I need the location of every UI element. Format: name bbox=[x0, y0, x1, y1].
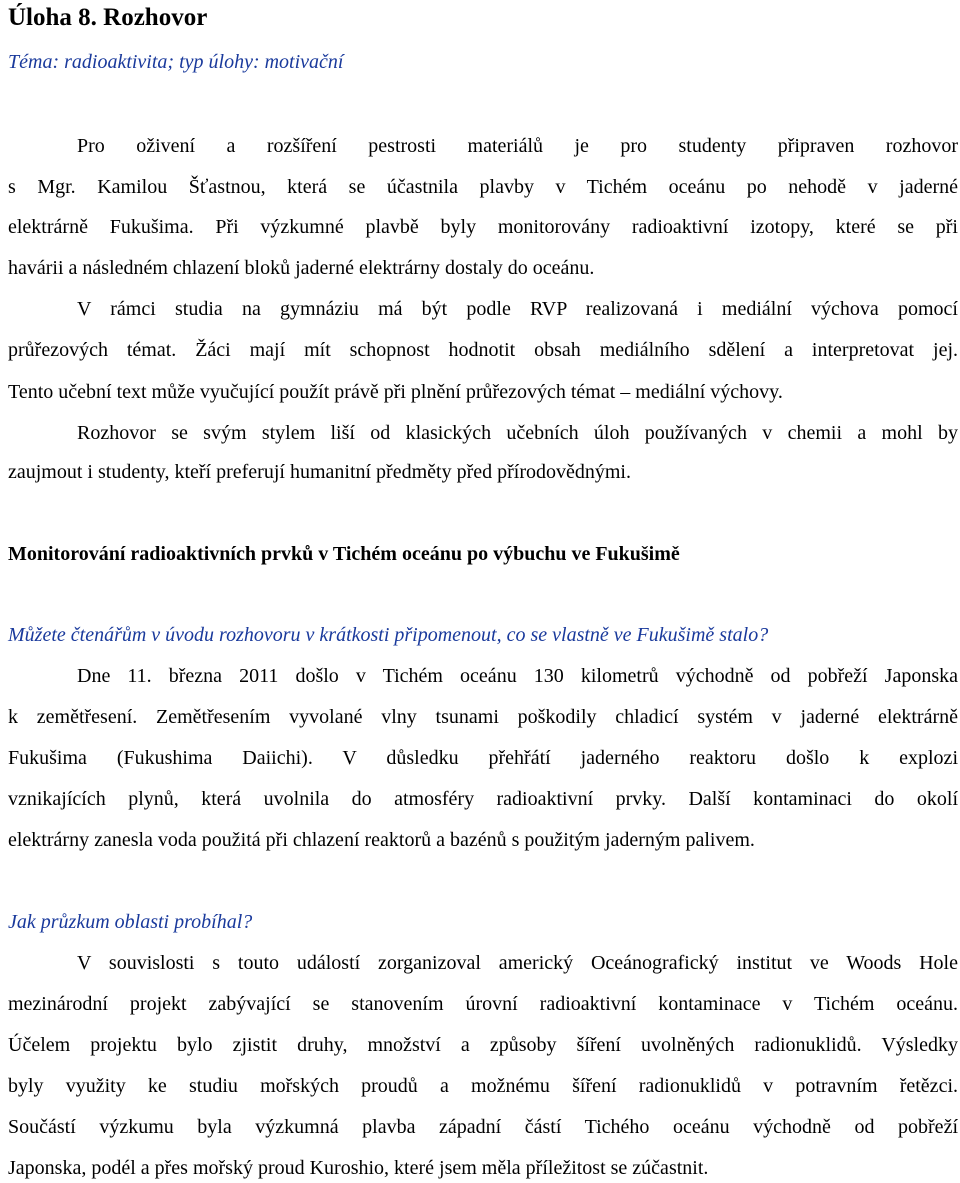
answer-1-line: Dne 11. března 2011 došlo v Tichém oceánu 130 kilometrů východně od pobřeží Japonska bbox=[77, 665, 958, 687]
document-subtitle: Téma: radioaktivita; typ úlohy: motivační bbox=[8, 51, 344, 73]
answer-2-line: Součástí výzkumu byla výzkumná plavba západní částí Tichého oceánu východně od pobřeží bbox=[8, 1116, 958, 1138]
interview-question: Jak průzkum oblasti probíhal? bbox=[8, 911, 253, 933]
answer-1-line: elektrárny zanesla voda použitá při chlazení reaktorů a bazénů s použitým jaderným palivem. bbox=[8, 829, 755, 851]
intro-p3-line: zaujmout i studenty, kteří preferují humanitní předměty před přírodovědnými. bbox=[8, 461, 631, 483]
answer-1-line: k zemětřesení. Zemětřesením vyvolané vlny tsunami poškodily chladicí systém v jaderné elektrárně bbox=[8, 706, 958, 728]
answer-2-line: Účelem projektu bylo zjistit druhy, množství a způsoby šíření uvolněných radionuklidů. Výsledky bbox=[8, 1034, 958, 1056]
answer-2-line: mezinárodní projekt zabývající se stanovením úrovní radioaktivní kontaminace v Tichém oceánu. bbox=[8, 993, 958, 1015]
answer-2-line: byly využity ke studiu mořských proudů a možnému šíření radionuklidů v potravním řetězci. bbox=[8, 1075, 958, 1097]
intro-p1-line: elektrárně Fukušima. Při výzkumné plavbě byly monitorovány radioaktivní izotopy, které se při bbox=[8, 216, 958, 238]
intro-p2-line: průřezových témat. Žáci mají mít schopnost hodnotit obsah mediálního sdělení a interpretovat jej. bbox=[8, 339, 958, 361]
document-title: Úloha 8. Rozhovor bbox=[8, 4, 208, 31]
interview-question: Můžete čtenářům v úvodu rozhovoru v krátkosti připomenout, co se vlastně ve Fukušimě stalo? bbox=[8, 624, 769, 646]
intro-p1-line: s Mgr. Kamilou Šťastnou, která se účastnila plavby v Tichém oceánu po nehodě v jaderné bbox=[8, 176, 958, 198]
intro-p1-line: Pro oživení a rozšíření pestrosti materiálů je pro studenty připraven rozhovor bbox=[77, 135, 958, 157]
answer-1-line: Fukušima (Fukushima Daiichi). V důsledku přehřátí jaderného reaktoru došlo k explozi bbox=[8, 747, 958, 769]
intro-p2-line: V rámci studia na gymnáziu má být podle RVP realizovaná i mediální výchova pomocí bbox=[77, 298, 958, 320]
answer-1-line: vznikajících plynů, která uvolnila do atmosféry radioaktivní prvky. Další kontaminaci do okolí bbox=[8, 788, 958, 810]
intro-p2-line: Tento učební text může vyučující použít právě při plnění průřezových témat – mediální výchovy. bbox=[8, 381, 783, 403]
answer-2-line: V souvislosti s touto událostí zorganizoval americký Oceánografický institut ve Woods Hole bbox=[77, 952, 958, 974]
intro-p1-line: havárii a následném chlazení bloků jaderné elektrárny dostaly do oceánu. bbox=[8, 257, 595, 279]
intro-p3-line: Rozhovor se svým stylem liší od klasických učebních úloh používaných v chemii a mohl by bbox=[77, 422, 958, 444]
answer-2-line: Japonska, podél a přes mořský proud Kuroshio, které jsem měla příležitost se zúčastnit. bbox=[8, 1157, 709, 1179]
article-heading: Monitorování radioaktivních prvků v Tichém oceánu po výbuchu ve Fukušimě bbox=[8, 543, 680, 565]
